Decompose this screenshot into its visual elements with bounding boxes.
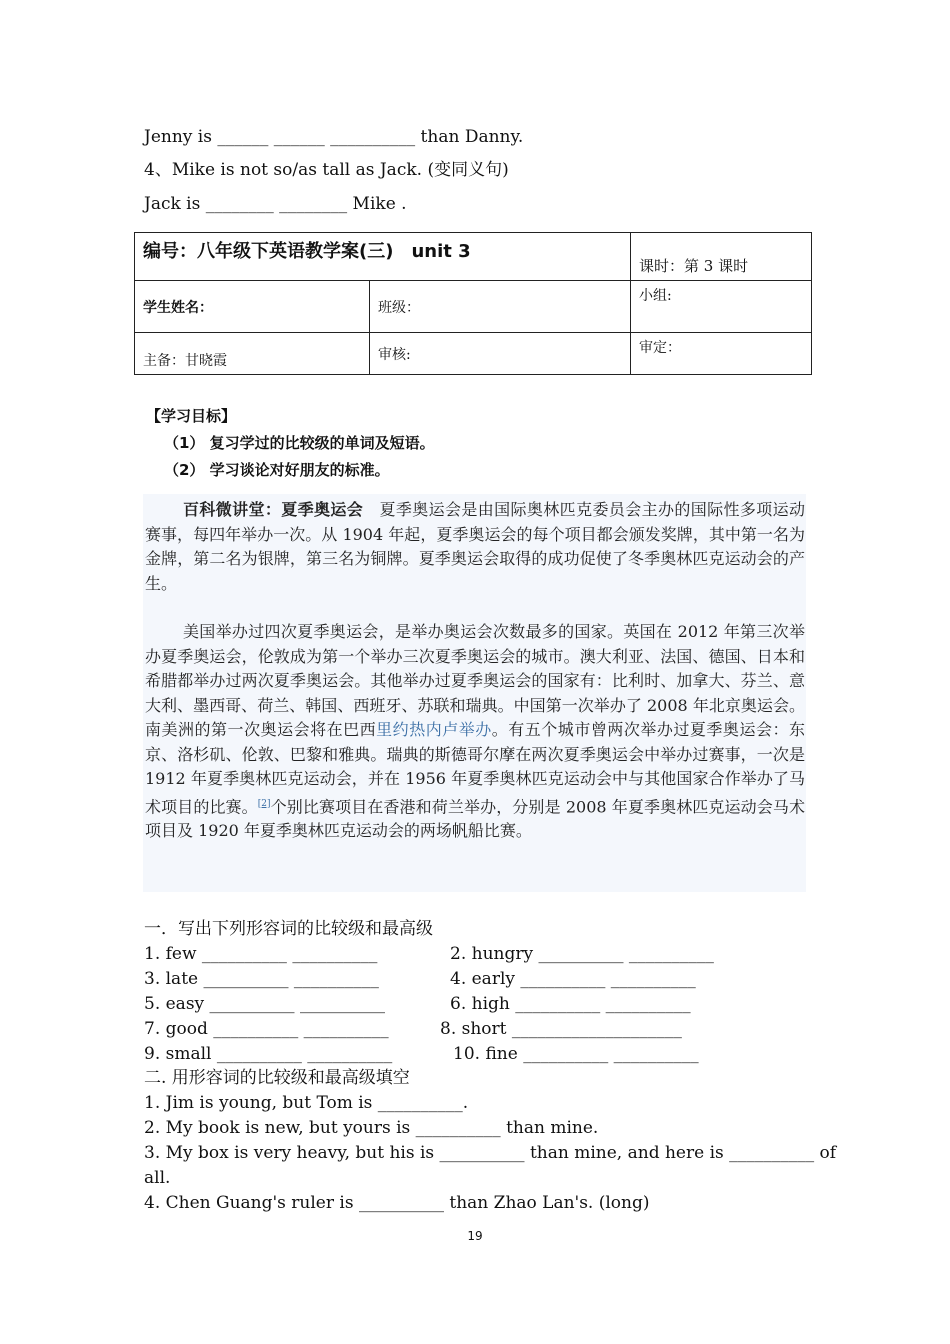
encyclopedia-paragraph: 百科微讲堂：夏季奥运会 夏季奥运会是由国际奥林匹克委员会主办的国际性多项运动赛事，每四年举办一次。从 1904 年起，夏季奥运会的每个项目都会颁发奖牌，其中第一名为金牌，第二名为银牌，第三名为铜牌。夏季奥运会取得的成功促使了冬季奥林匹克运动会的产生。 (145, 500, 805, 593)
exercise-item: 9. small __________ __________ (144, 1044, 393, 1064)
exercise-line: 1. Jim is young, but Tom is __________. (144, 1093, 469, 1113)
goal-item: （2） 学习谈论对好朋友的标准。 (164, 461, 390, 479)
goal-item: （1） 复习学过的比较级的单词及短语。 (164, 434, 435, 452)
text-line: Jenny is ______ ______ __________ than Danny. (144, 127, 524, 147)
reference-link[interactable]: [2] (257, 798, 271, 809)
lesson-hours: 课时：第 3 课时 (631, 233, 812, 281)
encyclopedia-paragraph: 美国举办过四次夏季奥运会，是举办奥运会次数最多的国家。英国在 2012 年第三次举办夏季奥运会，伦敦成为第一个举办三次夏季奥运会的城市。澳大利亚、法国、德国、日本和希腊都举办过两次夏季奥运会。其他举办过夏季奥运会的国家有：比利时、加拿大、芬兰、意大利、墨西哥、荷兰、韩国、西班牙、苏联和瑞典。中国第一次举办了 2008 年北京奥运会。南美洲的第一次奥运会将在巴西里约热内卢举办。有五个城市曾两次举办过夏季奥运会：东京、洛杉矶、伦敦、巴黎和雅典。瑞典的斯德哥尔摩在两次夏季奥运会中举办过赛事，一次是 1912 年夏季奥林匹克运动会，并在 1956 年夏季奥林匹克运动会中与其他国家合作举办了马术项目的比赛。[2]个别比赛项目在香港和荷兰举办，分别是 2008 年夏季奥林匹克运动会马术项目及 1920 年夏季奥林匹克运动会的两场帆船比赛。 (145, 622, 805, 841)
learning-goals (146, 403, 435, 484)
text-line: 4、Mike is not so/as tall as Jack. (变同义句) (144, 160, 509, 180)
exercise-item: 5. easy __________ __________ (144, 994, 385, 1014)
exercise-item: 4. early __________ __________ (450, 969, 696, 989)
exercise-line: all. (144, 1168, 171, 1188)
goals-heading: 【学习目标】 (146, 407, 237, 425)
student-name-label: 学生姓名： (135, 281, 370, 333)
exercise-item: 1. few __________ __________ (144, 944, 378, 964)
exercise-item: 6. high __________ __________ (450, 994, 691, 1014)
exercise-item: 3. late __________ __________ (144, 969, 379, 989)
class-label: 班级： (370, 281, 631, 333)
header-table (134, 232, 812, 375)
group-label: 小组: (631, 281, 812, 333)
exercise-item: 10. fine __________ __________ (453, 1044, 699, 1064)
exercise1-heading: 一．写出下列形容词的比较级和最高级 (144, 919, 433, 939)
approver-label: 审定： (631, 333, 812, 375)
exercise-item: 7. good __________ __________ (144, 1019, 389, 1039)
exercise-line: 3. My box is very heavy, but his is __________ than mine, and here is __________ of (144, 1143, 837, 1163)
exercise-line: 4. Chen Guang's ruler is __________ than Zhao Lan's. (long) (144, 1193, 650, 1213)
preparer-label: 主备：甘晓霞 (135, 333, 370, 375)
rio-link[interactable]: 里约热内卢举办 (376, 720, 492, 739)
page-number: 19 (467, 1229, 483, 1243)
encyclopedia-box (143, 494, 806, 892)
encyclopedia-lead: 百科微讲堂：夏季奥运会 (183, 500, 364, 519)
exercise2-heading: 二. 用形容词的比较级和最高级填空 (144, 1068, 410, 1088)
text-line: Jack is ________ ________ Mike . (144, 194, 407, 214)
exercise-item: 2. hungry __________ __________ (450, 944, 714, 964)
exercise-line: 2. My book is new, but yours is __________ than mine. (144, 1118, 599, 1138)
exercise-item: 8. short ____________________ (440, 1019, 682, 1039)
lesson-plan-title: 编号：八年级下英语教学案(三) unit 3 (135, 233, 631, 281)
reviewer-label: 审核: (370, 333, 631, 375)
